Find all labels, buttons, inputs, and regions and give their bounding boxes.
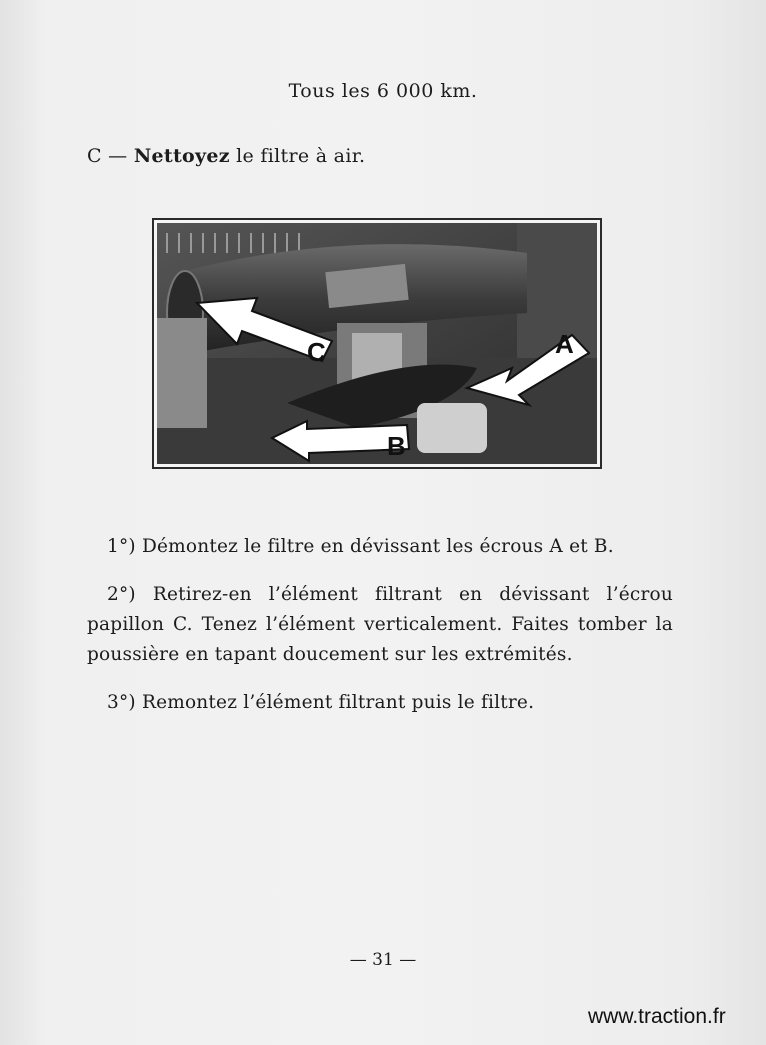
- section-rest: le filtre à air.: [236, 145, 366, 167]
- section-letter: C —: [87, 145, 128, 167]
- step-1-text: Démontez le filtre en dévissant les écrous A et B.: [141, 536, 614, 557]
- label-a: A: [555, 329, 574, 359]
- air-filter-photo: [152, 218, 602, 469]
- step-2: [87, 580, 673, 670]
- step-1: [87, 532, 673, 562]
- watermark: www.traction.fr: [588, 1005, 726, 1028]
- engine-illustration: [157, 223, 597, 464]
- label-c: C: [307, 337, 326, 367]
- label-b: B: [387, 431, 406, 461]
- section-action: Nettoyez: [133, 145, 230, 167]
- step-2-number: 2°): [107, 584, 136, 605]
- page-heading: Tous les 6 000 km.: [288, 80, 478, 102]
- step-2-text: Retirez-en l’élément filtrant en dévissant l’écrou papillon C. Tenez l’élément verticalement. Faites tomber la poussière en tapant doucement sur les extrémités.: [87, 584, 673, 665]
- step-3: [87, 688, 673, 718]
- page-number: — 31 —: [349, 950, 417, 970]
- step-3-text: Remontez l’élément filtrant puis le filtre.: [141, 692, 535, 713]
- step-3-number: 3°): [107, 692, 136, 713]
- section-title: [87, 145, 365, 167]
- step-1-number: 1°): [107, 536, 136, 557]
